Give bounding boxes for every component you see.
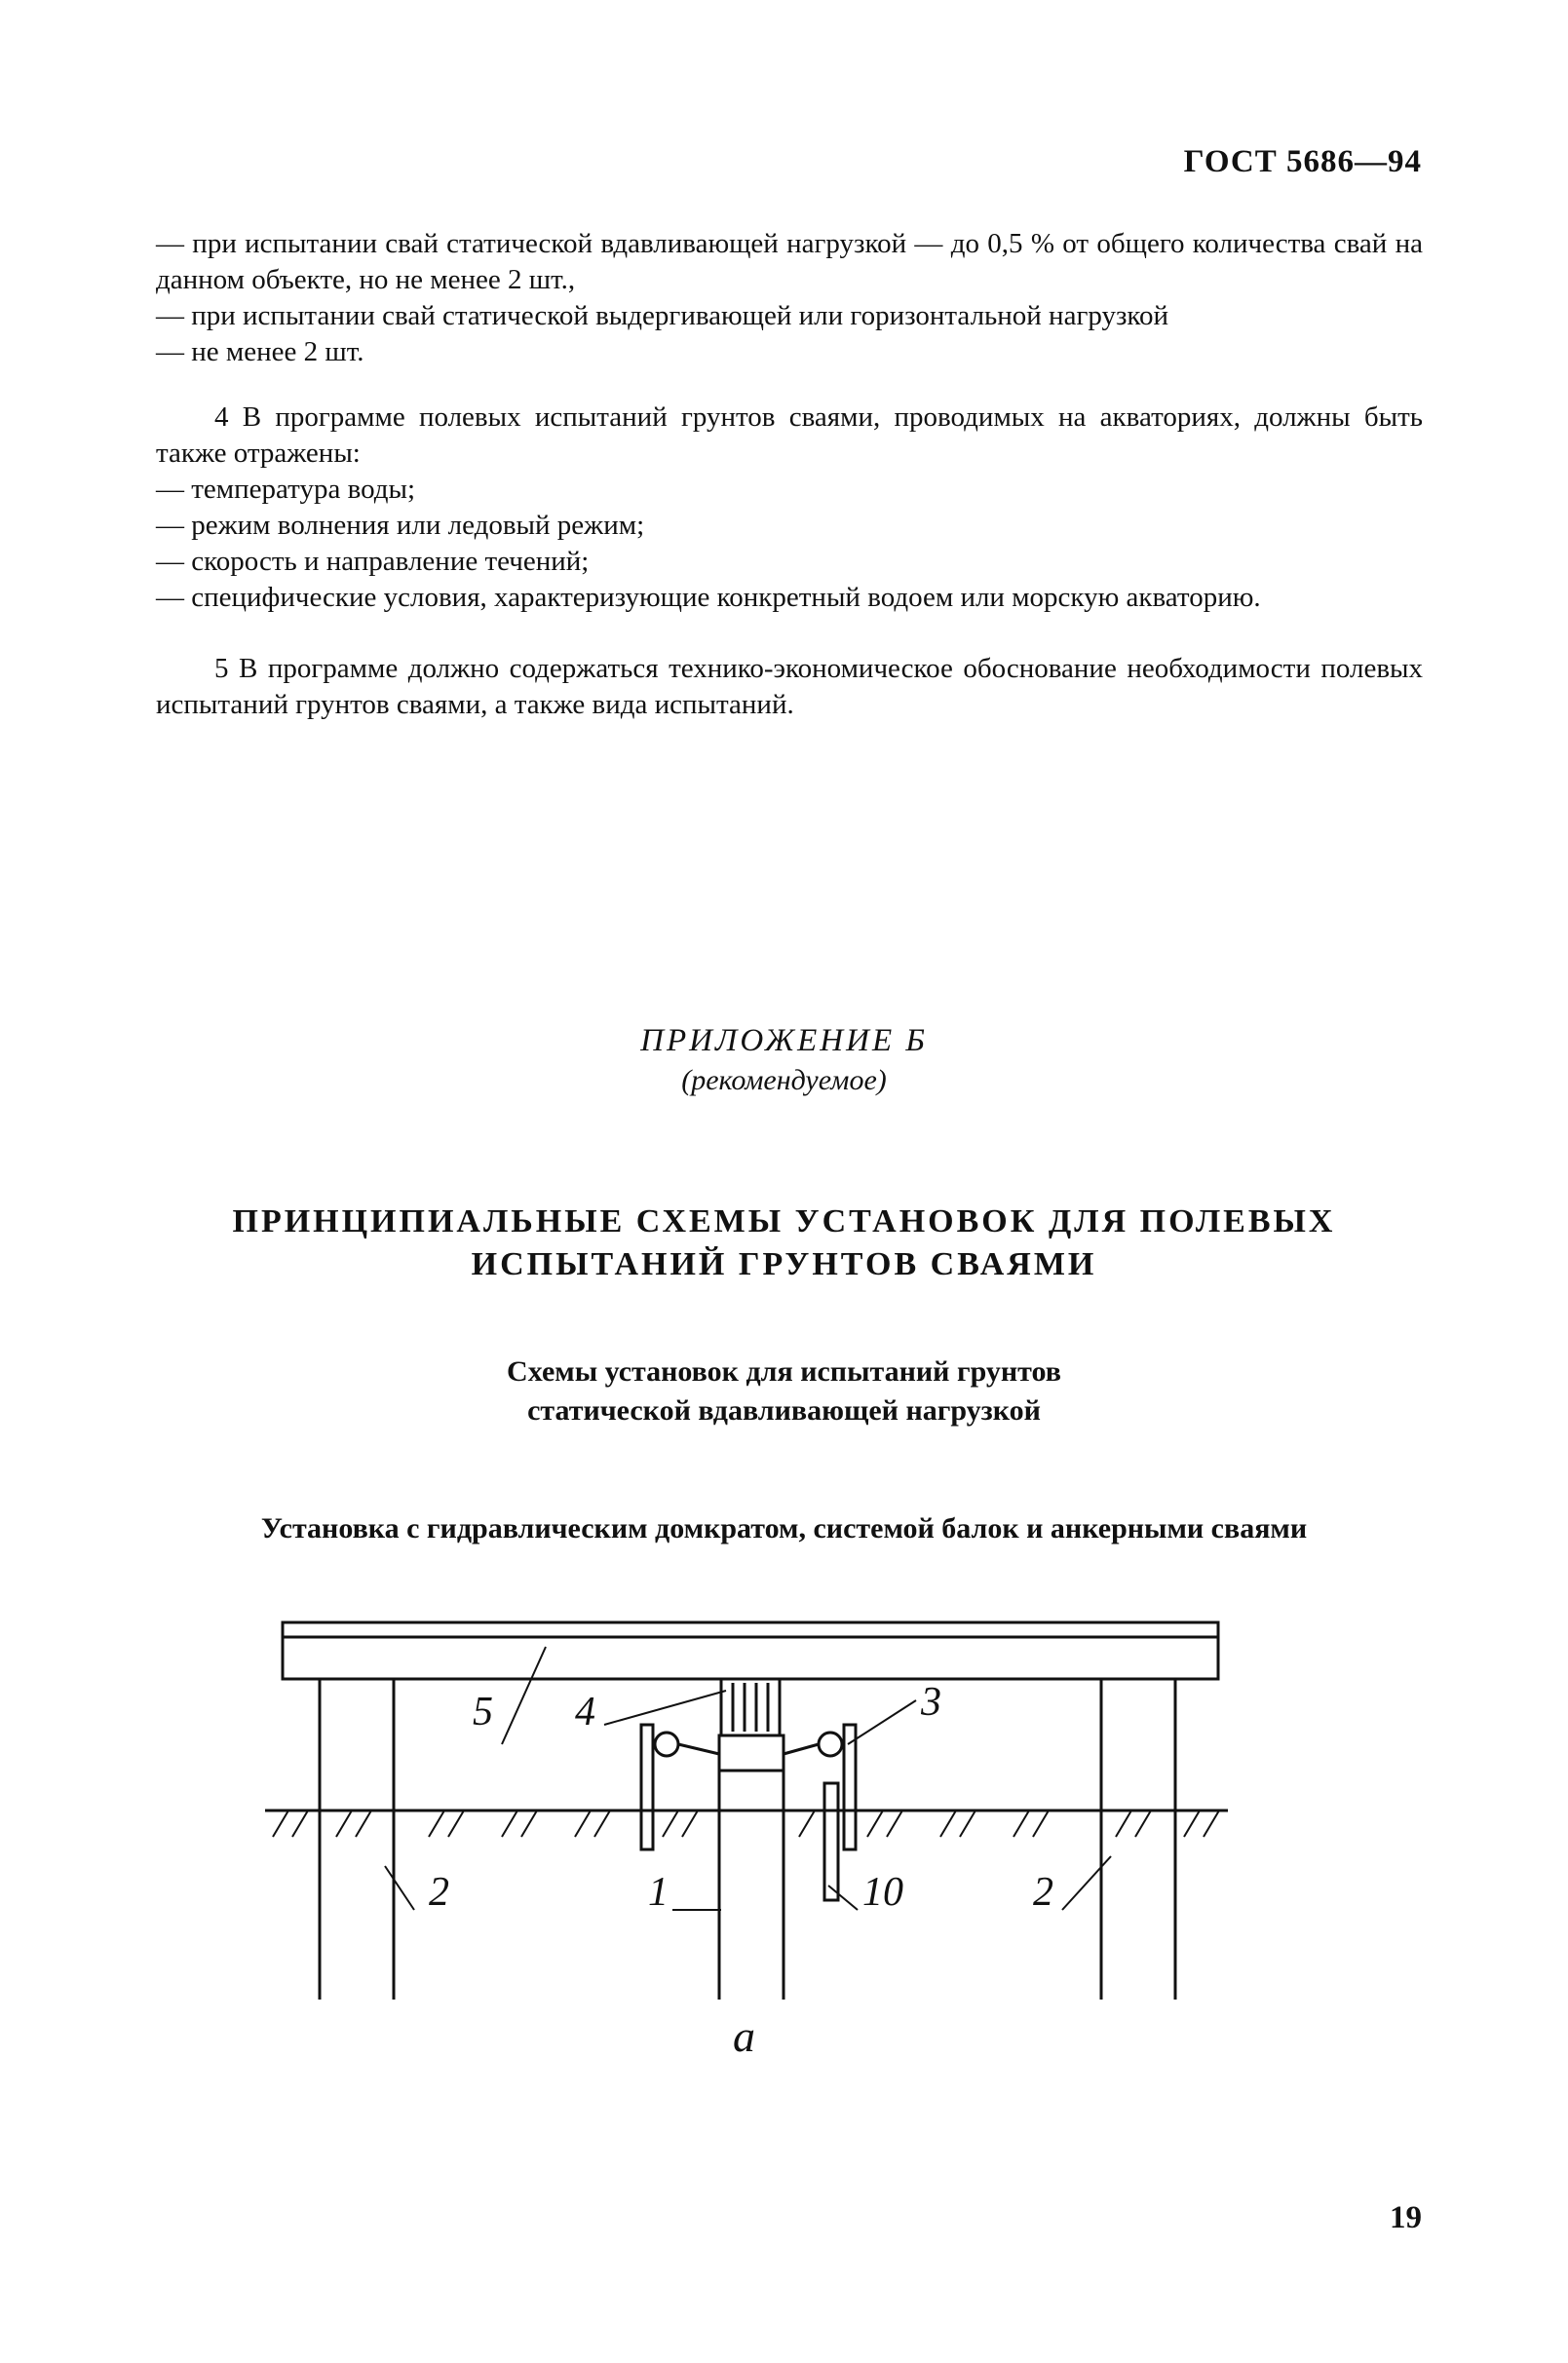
intro-paragraph-2: — при испытании свай статической выдергивающей или горизонтальной нагрузкой	[156, 300, 1169, 331]
label-3: 3	[921, 1680, 941, 1725]
document-code: ГОСТ 5686—94	[1183, 144, 1422, 179]
label-4: 4	[575, 1690, 595, 1734]
reference-support	[824, 1783, 838, 1900]
section-4-item-1: — температура воды;	[156, 474, 416, 505]
label-5: 5	[473, 1690, 493, 1734]
section-5-text: 5 В программе должно содержаться технико-экономическое обоснование необходимости полевых испытаний грунтов сваями, а также вида испытаний.	[156, 653, 1423, 720]
intro-paragraph-1: — при испытании свай статической вдавливающей нагрузкой — до 0,5 % от общего количества свай на данном объекте, но не менее 2 шт.,	[156, 228, 1423, 295]
left-dial-gauge	[655, 1733, 678, 1756]
sub-heading-line-1: Схемы установок для испытаний грунтов	[507, 1355, 1061, 1388]
label-1: 1	[648, 1870, 669, 1915]
right-dial-gauge	[819, 1733, 842, 1756]
jack-body	[721, 1679, 780, 1735]
leader-4	[604, 1691, 726, 1725]
leader-3	[848, 1700, 916, 1744]
main-heading-line-2: ИСПЫТАНИЙ ГРУНТОВ СВАЯМИ	[471, 1246, 1097, 1282]
section-4-item-2: — режим волнения или ледовый режим;	[156, 510, 645, 541]
left-gauge-stand	[641, 1725, 653, 1849]
right-gauge-arm	[784, 1744, 819, 1754]
label-10: 10	[862, 1870, 903, 1915]
left-gauge-arm	[678, 1744, 719, 1754]
section-4-item-3: — скорость и направление течений;	[156, 546, 590, 577]
section-4-item-4: — специфические условия, характеризующие конкретный водоем или морскую акваторию.	[156, 582, 1261, 613]
ground-hatching	[273, 1810, 1219, 1837]
appendix-subtitle: (рекомендуемое)	[681, 1064, 887, 1096]
main-beam	[283, 1622, 1218, 1679]
page-number: 19	[1390, 2200, 1422, 2235]
label-2-right: 2	[1033, 1870, 1053, 1915]
leader-2-right	[1062, 1856, 1111, 1910]
installation-caption: Установка с гидравлическим домкратом, системой балок и анкерными сваями	[260, 1512, 1308, 1544]
intro-paragraph-3: — не менее 2 шт.	[156, 336, 364, 367]
leader-2-left	[385, 1866, 414, 1910]
section-4-lead: 4 В программе полевых испытаний грунтов сваями, проводимых на акваториях, должны быть также отражены:	[156, 401, 1423, 469]
leader-5	[502, 1647, 546, 1744]
main-heading-line-1: ПРИНЦИПИАЛЬНЫЕ СХЕМЫ УСТАНОВОК ДЛЯ ПОЛЕВЫХ	[232, 1203, 1336, 1239]
leader-10	[828, 1886, 858, 1910]
sub-heading-line-2: статической вдавливающей нагрузкой	[527, 1394, 1041, 1427]
pile-cap	[719, 1735, 784, 1771]
figure-letter: а	[733, 2011, 755, 2061]
label-2-left: 2	[429, 1870, 449, 1915]
appendix-title: ПРИЛОЖЕНИЕ Б	[640, 1023, 928, 1058]
